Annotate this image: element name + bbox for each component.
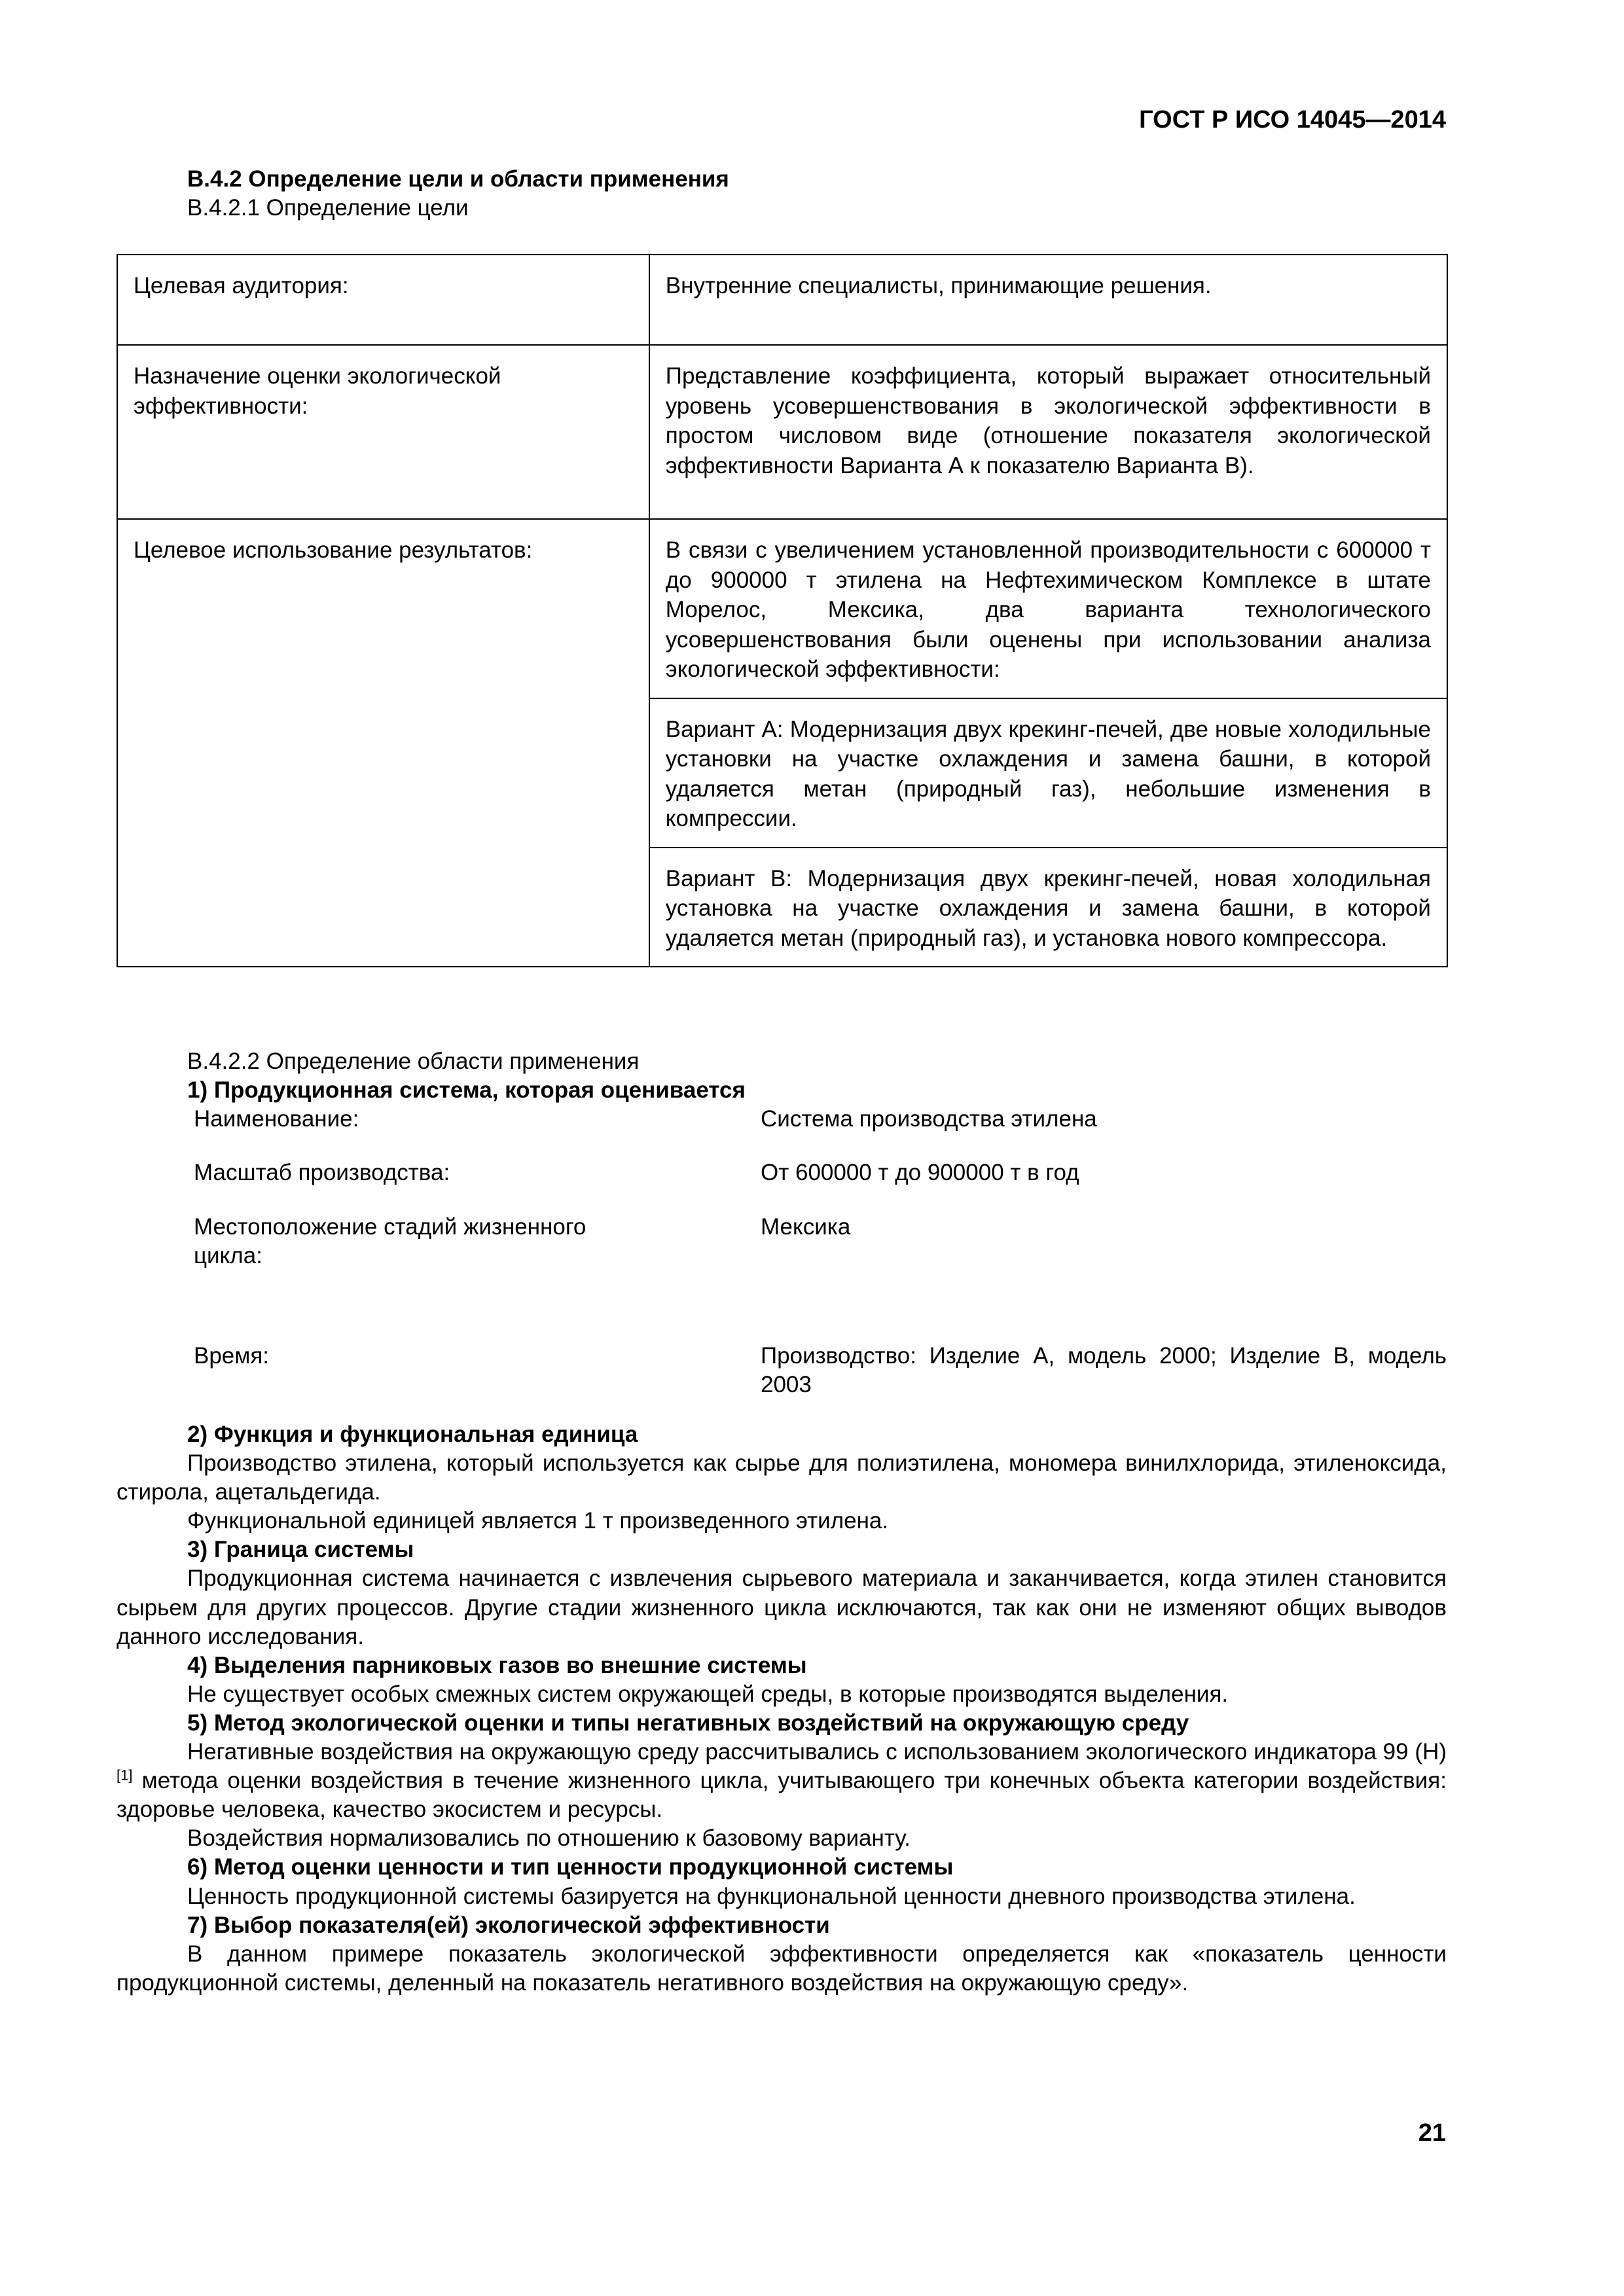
kv-row-time: [194, 1342, 1447, 1399]
scope-item1-title: 1) Продукционная система, которая оценивается: [187, 1077, 746, 1103]
section-2-paragraph: [117, 1449, 1447, 1507]
section-4-title: 4) Выделения парниковых газов во внешние системы: [187, 1652, 807, 1678]
assessment-purpose-value: Представление коэффициента, который выражает относительный уровень усовершенствования в экологической эффективности в простом числовом виде (отношение показателя экологической эффективности Варианта А к показателю Варианта В).: [649, 345, 1447, 519]
section-6-paragraph: Ценность продукционной системы базируется на функциональной ценности дневного производства этилена.: [187, 1883, 1356, 1909]
section-5-title: 5) Метод экологической оценки и типы негативных воздействий на окружающую среду: [187, 1710, 1189, 1736]
section-5-text-a: Негативные воздействия на окружающую среду рассчитывались с использованием экологического индикатора 99 (Н): [187, 1739, 1447, 1765]
section-b42-heading: [117, 165, 1447, 223]
section-5-text-b: метода оценки воздействия в течение жизненного цикла, учитывающего три конечных объекта категории воздействия: здоровье человека, качество экосистем и ресурсы.: [117, 1768, 1447, 1823]
kv-value: Мексика: [761, 1214, 851, 1240]
scope-sections: [117, 1420, 1447, 1998]
kv-label: Время:: [194, 1343, 270, 1369]
scope-title: В.4.2.2 Определение области применения: [187, 1049, 640, 1074]
section-2-text: Производство этилена, который используется как сырье для полиэтилена, мономера винилхлорида, этиленоксида, стирола, ацетальдегида.: [117, 1450, 1447, 1505]
variant-b-description: Вариант В: Модернизация двух крекинг-печей, новая холодильная установка на участке охлаждения и замена башни, в которой удаляется метан (природный газ), и установка нового компрессора.: [649, 848, 1447, 967]
section-5-paragraph: [117, 1738, 1447, 1824]
scope-heading: [117, 1047, 1447, 1105]
assessment-purpose-label: Назначение оценки экологической эффективности:: [117, 345, 649, 519]
target-audience-value: Внутренние специалисты, принимающие решения.: [649, 255, 1447, 345]
section-3-title: 3) Граница системы: [187, 1537, 414, 1563]
section-7-title: 7) Выбор показателя(ей) экологической эффективности: [187, 1912, 830, 1938]
reference-superscript: [1]: [117, 1767, 133, 1784]
goal-definition-table: [117, 254, 1448, 967]
kv-row-scale: [194, 1158, 1447, 1187]
table-row: [117, 345, 1447, 519]
variant-a-description: Вариант А: Модернизация двух крекинг-печей, две новые холодильные установки на участке охлаждения и замена башни, в которой удаляется метан (природный газ), небольшие изменения в компрессии.: [649, 698, 1447, 848]
section-6-title: 6) Метод оценки ценности и тип ценности продукционной системы: [187, 1854, 954, 1880]
section-2-title: 2) Функция и функциональная единица: [187, 1422, 638, 1447]
section-b42-title: В.4.2 Определение цели и области применения: [187, 166, 729, 192]
kv-row-name: [194, 1105, 1447, 1134]
table-row: [117, 519, 1447, 698]
intended-use-value: В связи с увеличением установленной производительности с 600000 т до 900000 т этилена на Нефтехимическом Комплексе в штате Морелос, Мексика, два варианта технологического усовершенствования были оценены при использовании анализа экологической эффективности:: [649, 519, 1447, 698]
target-audience-label: Целевая аудитория:: [117, 255, 649, 345]
section-5-paragraph-2: Воздействия нормализовались по отношению к базовому варианту.: [187, 1825, 911, 1852]
section-2-paragraph-2: Функциональной единицей является 1 т произведенного этилена.: [187, 1508, 889, 1534]
kv-row-location: [194, 1213, 1447, 1270]
kv-label: Наименование:: [194, 1106, 359, 1132]
table-row: [117, 255, 1447, 345]
kv-label: Масштаб производства:: [194, 1160, 450, 1185]
document-header-id: ГОСТ Р ИСО 14045—2014: [1139, 106, 1446, 134]
section-4-paragraph: Не существует особых смежных систем окружающей среды, в которые производятся выделения.: [187, 1681, 1229, 1707]
intended-use-label: Целевое использование результатов:: [117, 519, 649, 967]
section-b421-title: В.4.2.1 Определение цели: [187, 195, 469, 221]
kv-value: От 600000 т до 900000 т в год: [761, 1160, 1079, 1185]
kv-value: Система производства этилена: [761, 1106, 1097, 1132]
page-number: 21: [1418, 2119, 1446, 2147]
kv-label: Местоположение стадий жизненного цикла:: [194, 1214, 586, 1269]
section-3-paragraph: Продукционная система начинается с извлечения сырьевого материала и заканчивается, когда этилен становится сырьем для других процессов. Другие стадии жизненного цикла исключаются, так как они не изменяют общих выводов данного исследования.: [117, 1566, 1447, 1649]
kv-value: Производство: Изделие А, модель 2000; Изделие В, модель 2003: [761, 1343, 1447, 1398]
section-7-paragraph: В данном примере показатель экологической эффективности определяется как «показатель ценности продукционной системы, деленный на показатель негативного воздействия на окружающую среду».: [117, 1941, 1447, 1996]
